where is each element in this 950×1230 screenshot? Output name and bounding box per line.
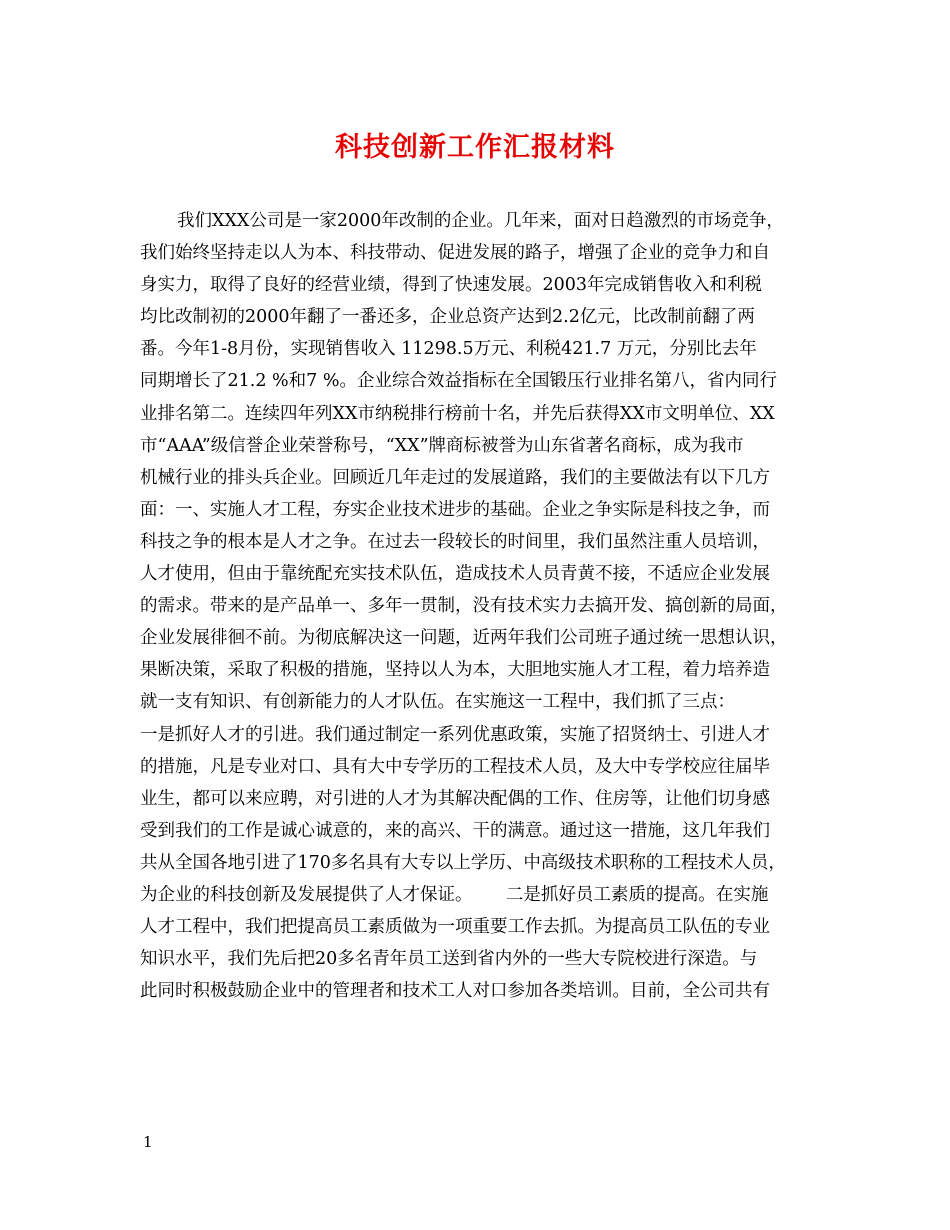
document-body [140, 205, 820, 1007]
body-line: 人才使用，但由于靠统配充实技术队伍，造成技术人员青黄不接，不适应企业发展 [140, 564, 770, 585]
body-line: 一是抓好人才的引进。我们通过制定一系列优惠政策，实施了招贤纳士、引进人才 [140, 724, 770, 745]
body-line: 身实力，取得了良好的经营业绩，得到了快速发展。2003年完成销售收入和利税 [140, 275, 763, 296]
body-line: 番。今年1-8月份，实现销售收入 11298.5万元、利税421.7 万元，分别比去年 [140, 339, 757, 360]
body-line: 人才工程中，我们把提高员工素质做为一项重要工作去抓。为提高员工队伍的专业 [140, 917, 770, 938]
body-line: 就一支有知识、有创新能力的人才队伍。在实施这一工程中，我们抓了三点： [140, 692, 735, 713]
body-line: 市“AAA”级信誉企业荣誉称号，“XX”牌商标被誉为山东省著名商标，成为我市 [140, 435, 744, 456]
body-line: 我们始终坚持走以人为本、科技带动、促进发展的路子，增强了企业的竞争力和自 [140, 243, 770, 264]
document-title: 科技创新工作汇报材料 [335, 132, 615, 163]
body-line: 为企业的科技创新及发展提供了人才保证。 二是抓好员工素质的提高。在实施 [140, 884, 769, 905]
body-line: 的需求。带来的是产品单一、多年一贯制，没有技术实力去搞开发、搞创新的局面， [140, 596, 788, 617]
body-line: 的措施，凡是专业对口、具有大中专学历的工程技术人员，及大中专学校应往届毕 [140, 756, 770, 777]
body-line: 机械行业的排头兵企业。回顾近几年走过的发展道路，我们的主要做法有以下几方 [140, 467, 770, 488]
body-line: 受到我们的工作是诚心诚意的，来的高兴、干的满意。通过这一措施，这几年我们 [140, 820, 770, 841]
page-number: 1 [143, 1133, 153, 1151]
body-line: 均比改制初的2000年翻了一番还多，企业总资产达到2.2亿元，比改制前翻了两 [140, 307, 755, 328]
body-line: 同期增长了21.2 %和7 %。企业综合效益指标在全国锻压行业排名第八，省内同行 [140, 371, 777, 392]
body-line: 企业发展徘徊不前。为彻底解决这一问题，近两年我们公司班子通过统一思想认识， [140, 628, 788, 649]
body-line: 业排名第二。连续四年列XX市纳税排行榜前十名，并先后获得XX市文明单位、XX [140, 403, 775, 424]
body-line: 知识水平，我们先后把20多名青年员工送到省内外的一些大专院校进行深造。与 [140, 949, 758, 970]
body-line: 共从全国各地引进了170多名具有大专以上学历、中高级技术职称的工程技术人员， [140, 852, 786, 873]
body-line: 我们XXX公司是一家2000年改制的企业。几年来，面对日趋激烈的市场竞争， [177, 211, 784, 231]
body-line: 此同时积极鼓励企业中的管理者和技术工人对口参加各类培训。目前，全公司共有 [140, 981, 770, 1002]
body-line: 果断决策，采取了积极的措施，坚持以人为本，大胆地实施人才工程，着力培养造 [140, 660, 770, 681]
body-line: 业生，都可以来应聘，对引进的人才为其解决配偶的工作、住房等，让他们切身感 [140, 788, 770, 809]
body-line: 面：一、实施人才工程，夯实企业技术进步的基础。企业之争实际是科技之争，而 [140, 499, 770, 520]
body-line: 科技之争的根本是人才之争。在过去一段较长的时间里，我们虽然注重人员培训， [140, 531, 770, 552]
